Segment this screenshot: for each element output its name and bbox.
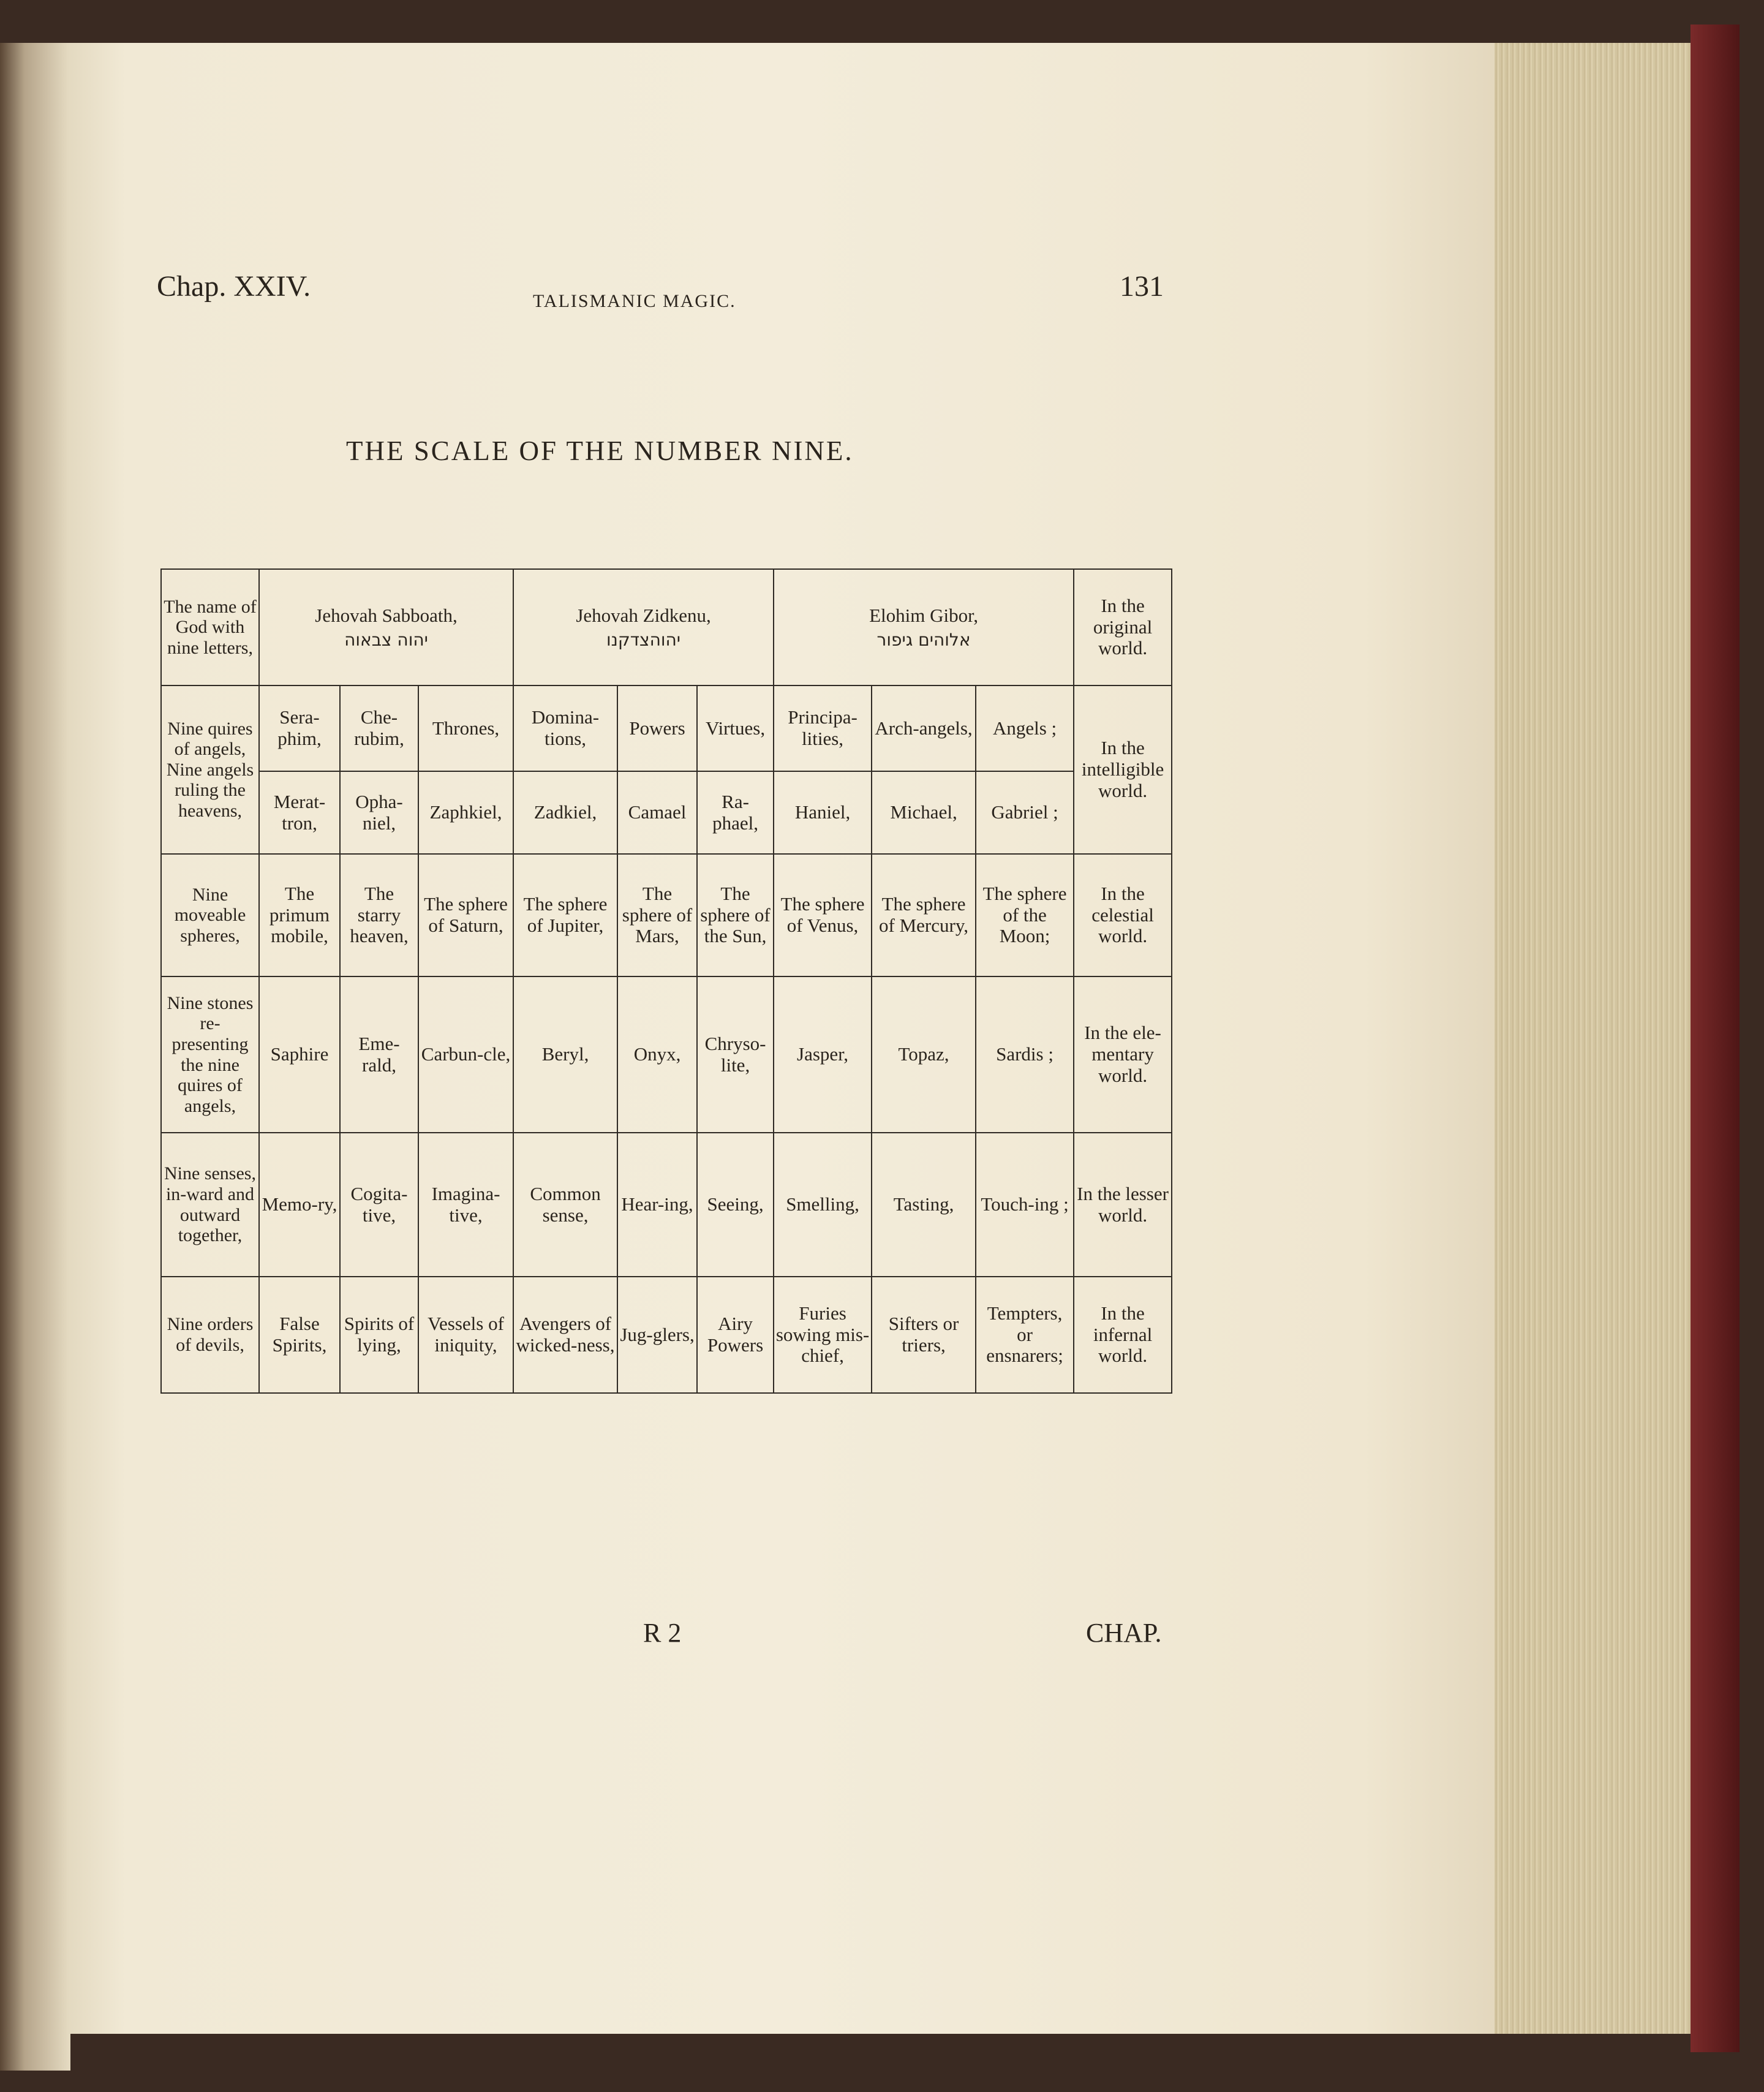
table-cell: The sphere of the Moon;	[976, 854, 1074, 976]
table-cell: Avengers of wicked-ness,	[513, 1277, 617, 1393]
angel-cell: Michael,	[872, 771, 976, 854]
row-label: Nine moveable spheres,	[161, 854, 259, 976]
left-page-edge	[0, 43, 70, 2071]
table-cell: Furies sowing mis-chief,	[774, 1277, 872, 1393]
row-label: Nine stones re-presenting the nine quires of angels,	[161, 976, 259, 1133]
scale-table	[160, 568, 1172, 1394]
row-label: The name of God with nine letters,	[161, 569, 259, 685]
row-label: Nine orders of devils,	[161, 1277, 259, 1393]
table-cell: The sphere of Mars,	[617, 854, 697, 976]
world-cell: In the original world.	[1074, 569, 1172, 685]
table-cell: Imagina-tive,	[418, 1133, 513, 1277]
quire-cell: Angels ;	[976, 685, 1074, 771]
world-cell: In the celestial world.	[1074, 854, 1172, 976]
quire-cell: Powers	[617, 685, 697, 771]
quire-cell: Principa-lities,	[774, 685, 872, 771]
table-cell: Memo-ry,	[259, 1133, 340, 1277]
row-label: Nine quires of angels, Nine angels ruling the heavens,	[161, 685, 259, 854]
table-cell: The sphere of Mercury,	[872, 854, 976, 976]
world-cell: In the intelligible world.	[1074, 685, 1172, 854]
quire-cell: Arch-angels,	[872, 685, 976, 771]
table-cell: Smelling,	[774, 1133, 872, 1277]
table-row	[161, 1277, 1172, 1393]
table-cell: Eme-rald,	[340, 976, 418, 1133]
chapter-label: Chap. XXIV.	[157, 270, 311, 303]
angel-cell: Gabriel ;	[976, 771, 1074, 854]
signature-mark: R 2	[643, 1618, 682, 1648]
table-cell: Vessels of iniquity,	[418, 1277, 513, 1393]
table-cell: The sphere of the Sun,	[697, 854, 774, 976]
table-cell: Common sense,	[513, 1133, 617, 1277]
world-cell: In the ele-mentary world.	[1074, 976, 1172, 1133]
world-cell: In the infernal world.	[1074, 1277, 1172, 1393]
quire-cell: Domina-tions,	[513, 685, 617, 771]
table-cell: The sphere of Jupiter,	[513, 854, 617, 976]
angel-cell: Merat-tron,	[259, 771, 340, 854]
god-name-cell	[259, 569, 513, 685]
table-cell: Seeing,	[697, 1133, 774, 1277]
table-cell: The sphere of Venus,	[774, 854, 872, 976]
table-cell: Chryso-lite,	[697, 976, 774, 1133]
table-cell: Tempters, or ensnarers;	[976, 1277, 1074, 1393]
table-row	[161, 569, 1172, 685]
table-row	[161, 685, 1172, 771]
table-cell: False Spirits,	[259, 1277, 340, 1393]
angel-cell: Camael	[617, 771, 697, 854]
angel-cell: Zaphkiel,	[418, 771, 513, 854]
god-name-latin: Jehovah Zidkenu,	[576, 604, 711, 626]
table-cell: Jasper,	[774, 976, 872, 1133]
table-cell: Spirits of lying,	[340, 1277, 418, 1393]
god-name-hebrew: יהוהצדקנו	[606, 629, 681, 650]
quire-cell: Virtues,	[697, 685, 774, 771]
table-cell: Saphire	[259, 976, 340, 1133]
table-cell: Jug-glers,	[617, 1277, 697, 1393]
table-cell: The sphere of Saturn,	[418, 854, 513, 976]
table-cell: Carbun-cle,	[418, 976, 513, 1133]
table-row	[161, 854, 1172, 976]
table-cell: Airy Powers	[697, 1277, 774, 1393]
table-cell: Touch-ing ;	[976, 1133, 1074, 1277]
god-name-cell	[513, 569, 774, 685]
quire-cell: Sera-phim,	[259, 685, 340, 771]
page-number: 131	[1120, 270, 1164, 303]
table-row	[161, 1133, 1172, 1277]
god-name-hebrew: יהוה צבאוה	[344, 629, 428, 650]
book-cover	[1691, 25, 1740, 2052]
page-title: THE SCALE OF THE NUMBER NINE.	[346, 436, 854, 466]
table-row	[161, 771, 1172, 854]
table-cell: Sifters or triers,	[872, 1277, 976, 1393]
god-name-latin: Elohim Gibor,	[869, 604, 978, 626]
angel-cell: Haniel,	[774, 771, 872, 854]
catchword: CHAP.	[1086, 1618, 1162, 1648]
angel-cell: Zadkiel,	[513, 771, 617, 854]
god-name-hebrew: אלוהים גיפור	[876, 629, 971, 650]
god-name-cell	[774, 569, 1074, 685]
angel-cell: Ra-phael,	[697, 771, 774, 854]
table-cell: Beryl,	[513, 976, 617, 1133]
table-cell: The primum mobile,	[259, 854, 340, 976]
table-cell: Sardis ;	[976, 976, 1074, 1133]
angel-cell: Opha-niel,	[340, 771, 418, 854]
page-edges	[1494, 43, 1697, 2034]
quire-cell: Thrones,	[418, 685, 513, 771]
table-cell: Hear-ing,	[617, 1133, 697, 1277]
god-name-latin: Jehovah Sabboath,	[315, 604, 458, 626]
row-label: Nine senses, in-ward and outward together,	[161, 1133, 259, 1277]
table-cell: Tasting,	[872, 1133, 976, 1277]
table-cell: Onyx,	[617, 976, 697, 1133]
table-cell: The starry heaven,	[340, 854, 418, 976]
running-title: TALISMANIC MAGIC.	[533, 291, 736, 311]
world-cell: In the lesser world.	[1074, 1133, 1172, 1277]
table-row	[161, 976, 1172, 1133]
table-cell: Topaz,	[872, 976, 976, 1133]
table-cell: Cogita-tive,	[340, 1133, 418, 1277]
quire-cell: Che-rubim,	[340, 685, 418, 771]
